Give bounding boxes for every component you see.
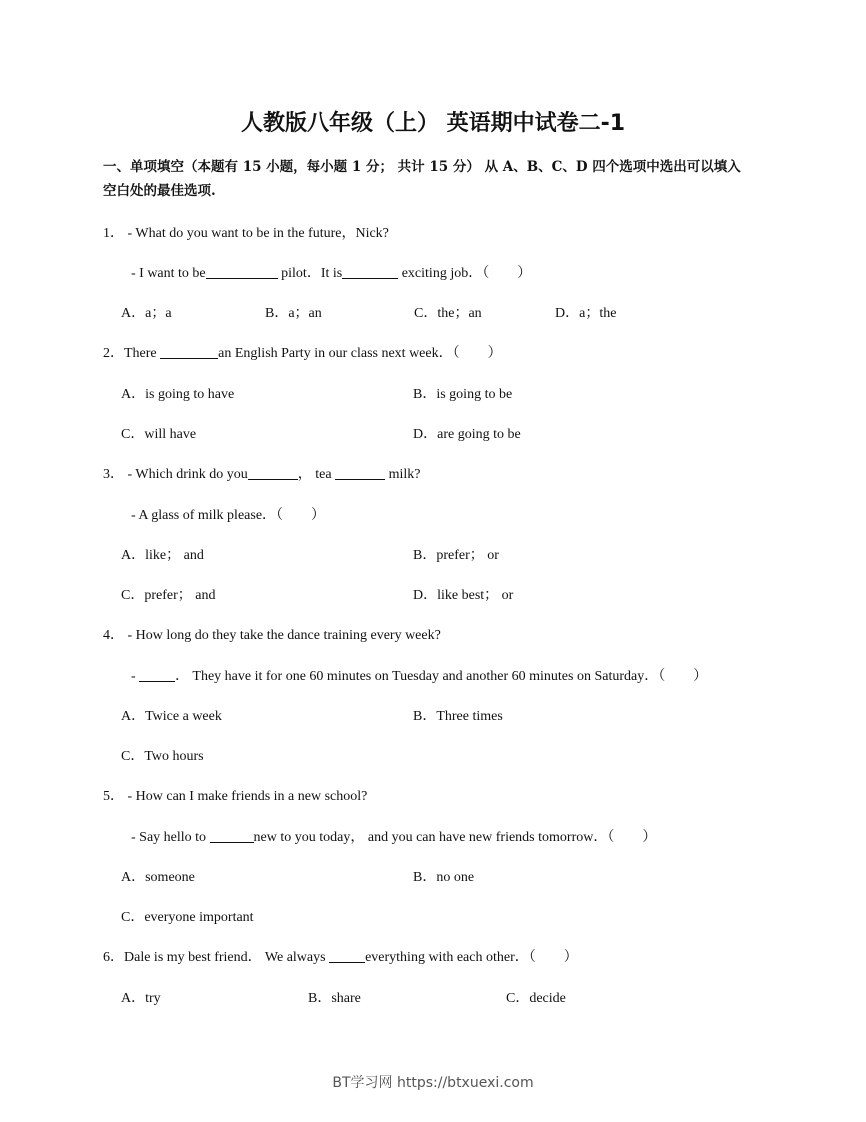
question-2-stem-part1: 2．There (103, 346, 157, 361)
question-3-stem-part1: 3． - Which drink do you (103, 467, 248, 482)
answer-blank (248, 465, 298, 480)
question-3-option-a[interactable]: A．like； and (121, 548, 204, 563)
question-4-reply-part2: ． They have it for one 60 minutes on Tuesday and another 60 minutes on Saturday．（ ） (175, 669, 708, 684)
answer-blank (210, 828, 254, 843)
question-3-reply: - A glass of milk please．（ ） (131, 508, 326, 523)
question-3-option-c[interactable]: C．prefer； and (121, 588, 216, 603)
question-6-stem (103, 946, 578, 966)
question-3-stem-part2: ， tea (297, 467, 332, 482)
question-2-option-a[interactable]: A．is going to have (121, 387, 235, 402)
question-4-stem: 4． - How long do they take the dance training every week? (103, 628, 441, 643)
question-4-reply (131, 665, 707, 685)
question-1-stem: 1． - What do you want to be in the future，Nick? (103, 226, 389, 241)
question-4-option-b[interactable]: B．Three times (413, 709, 503, 724)
page-title: 人教版八年级（上） 英语期中试卷二-1 (240, 111, 626, 136)
section-instructions-line1: 一、单项填空（本题有 15 小题，每小题 1 分； 共计 15 分） 从 A、B、C、D 四个选项中选出可以填入 (103, 159, 741, 175)
section-instructions-line2: 空白处的最佳选项. (103, 183, 216, 199)
question-1-reply-part1: - I want to be (131, 266, 206, 281)
question-6-stem-part1: 6．Dale is my best friend． We always (103, 950, 326, 965)
question-1-reply-part3: exciting job．（ ） (401, 266, 532, 281)
question-3-option-d[interactable]: D．like best； or (413, 588, 514, 603)
question-5-reply-part1: - Say hello to (131, 830, 207, 845)
question-1-option-a[interactable]: A．a；a (121, 306, 172, 321)
question-4-option-c[interactable]: C．Two hours (121, 749, 204, 764)
question-1-reply-part2: pilot．It is (281, 266, 343, 281)
answer-blank (329, 948, 365, 963)
question-5-stem: 5． - How can I make friends in a new school? (103, 789, 368, 804)
question-6-option-c[interactable]: C．decide (506, 991, 566, 1006)
answer-blank (160, 344, 218, 359)
question-5-reply (131, 826, 656, 846)
question-4-option-a[interactable]: A．Twice a week (121, 709, 222, 724)
question-6-option-a[interactable]: A．try (121, 991, 161, 1006)
question-5-reply-part2: new to you today， and you can have new friends tomorrow．（ ） (253, 830, 657, 845)
question-1-option-d[interactable]: D．a；the (555, 306, 617, 321)
question-6-option-b[interactable]: B．share (308, 991, 361, 1006)
question-6-stem-part2: everything with each other．（ ） (365, 950, 578, 965)
question-1-option-b[interactable]: B．a；an (265, 306, 322, 321)
question-2-option-b[interactable]: B．is going to be (413, 387, 513, 402)
question-1-reply (131, 262, 531, 282)
question-1-option-c[interactable]: C．the；an (414, 306, 482, 321)
question-2-stem (103, 342, 502, 362)
question-3-stem (103, 463, 421, 483)
question-2-option-c[interactable]: C．will have (121, 427, 197, 442)
question-5-option-c[interactable]: C．everyone important (121, 910, 254, 925)
question-3-option-b[interactable]: B．prefer； or (413, 548, 499, 563)
question-5-option-a[interactable]: A．someone (121, 870, 195, 885)
question-2-stem-part2: an English Party in our class next week．（ ） (218, 346, 502, 361)
footer-watermark: BT学习网 https://btxuexi.com (332, 1075, 534, 1091)
question-3-stem-part3: milk? (388, 467, 421, 482)
answer-blank (206, 264, 278, 279)
question-5-option-b[interactable]: B．no one (413, 870, 475, 885)
question-2-option-d[interactable]: D．are going to be (413, 427, 521, 442)
question-4-reply-part1: - (131, 669, 136, 684)
answer-blank (342, 264, 398, 279)
answer-blank (335, 465, 385, 480)
answer-blank (139, 667, 175, 682)
